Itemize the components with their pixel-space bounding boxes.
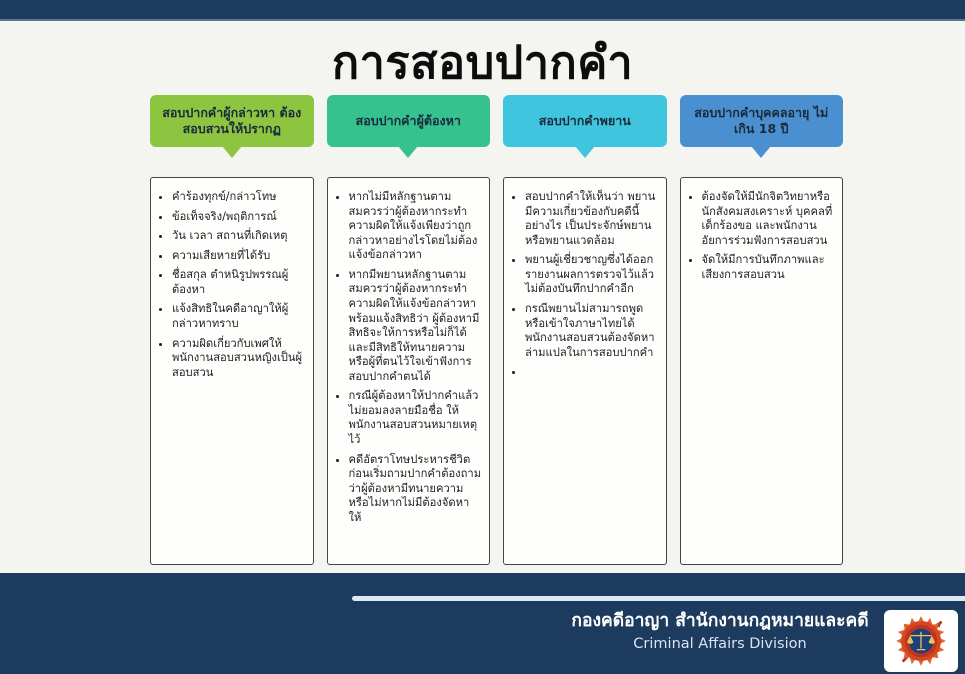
columns-container (150, 95, 843, 565)
bullet-list (333, 190, 483, 525)
info-column (680, 95, 844, 565)
list-item: • คดีอัตราโทษประหารชีวิต ก่อนเริ่มถามปากคำต้องถามว่าผู้ต้องหามีทนายความหรือไม่หากไม่มีต้องจัดหาให้ (349, 453, 483, 526)
scales-of-justice-icon (894, 614, 948, 668)
list-item: • หากไม่มีหลักฐานตามสมควรว่าผู้ต้องหากระทำความผิดให้แจ้งเพียงว่าถูกกล่าวหาอย่างไรโดยไม่ต้องแจ้งข้อกล่าวหา (349, 190, 483, 263)
list-item: • กรณีพยานไม่สามารถพูดหรือเข้าใจภาษาไทยได้ พนักงานสอบสวนต้องจัดหาล่ามแปลในการสอบปากคำ (525, 302, 659, 360)
divider-line (352, 596, 965, 601)
list-item: • พยานผู้เชี่ยวชาญซึ่งได้ออกรายงานผลการตรวจไว้แล้ว ไม่ต้องบันทึกปากคำอีก (525, 253, 659, 297)
column-body-box (680, 177, 844, 565)
column-header-label: สอบปากคำผู้ต้องหา (355, 112, 461, 128)
column-header-label: สอบปากคำบุคคลอายุ ไม่เกิน 18 ปี (694, 104, 829, 136)
list-item: • คำร้องทุกข์/กล่าวโทษ (172, 190, 306, 205)
top-bar (0, 0, 965, 21)
info-column (327, 95, 491, 565)
list-item: • ต้องจัดให้มีนักจิตวิทยาหรือนักสังคมสงเคราะห์ บุคคลที่เด็กร้องขอ และพนักงานอัยการร่วมฟังการสอบสวน (702, 190, 836, 248)
column-header (680, 95, 844, 147)
page-title: การสอบปากคำ (331, 36, 634, 89)
column-body-box (327, 177, 491, 565)
footer-text (560, 611, 880, 653)
bullet-list (156, 190, 306, 380)
bullet-list (509, 190, 659, 380)
list-item: • กรณีผู้ต้องหาให้ปากคำแล้วไม่ยอมลงลายมือชื่อ ให้พนักงานสอบสวนหมายเหตุไว้ (349, 389, 483, 447)
bullet-list (686, 190, 836, 282)
column-header-label: สอบปากคำผู้กล่าวหา ต้องสอบสวนให้ปรากฏ (162, 104, 302, 136)
org-name-english: Criminal Affairs Division (633, 635, 807, 652)
column-header (503, 95, 667, 147)
list-item: • วัน เวลา สถานที่เกิดเหตุ (172, 229, 306, 244)
column-header (327, 95, 491, 147)
list-item: • ชื่อสกุล ตำหนิรูปพรรณผู้ต้องหา (172, 268, 306, 297)
footer (0, 573, 965, 674)
list-item: • ข้อเท็จจริง/พฤติการณ์ (172, 210, 306, 225)
list-item: • แจ้งสิทธิในคดีอาญาให้ผู้กล่าวหาทราบ (172, 302, 306, 331)
division-seal-logo (884, 610, 958, 672)
list-item: • จัดให้มีการบันทึกภาพและเสียงการสอบสวน (702, 253, 836, 282)
info-column (150, 95, 314, 565)
column-header-label: สอบปากคำพยาน (538, 112, 631, 128)
list-item: • หากมีพยานหลักฐานตามสมควรว่าผู้ต้องหากระทำความผิดให้แจ้งข้อกล่าวหาพร้อมแจ้งสิทธิว่า ผู้ต้องหามีสิทธิจะให้การหรือไม่ก็ได้ และมีสิทธิให้ทนายความหรือผู้ที่ตนไว้ใจเข้าฟังการสอบปากคำตนได้ (349, 268, 483, 385)
list-item: • ความเสียหายที่ได้รับ (172, 249, 306, 264)
column-header (150, 95, 314, 147)
list-item: • ความผิดเกี่ยวกับเพศให้พนักงานสอบสวนหญิงเป็นผู้สอบสวน (172, 337, 306, 381)
list-item (525, 365, 659, 380)
column-body-box (150, 177, 314, 565)
org-name-thai: กองคดีอาญา สำนักงานกฎหมายและคดี (571, 611, 869, 631)
column-body-box (503, 177, 667, 565)
info-column (503, 95, 667, 565)
list-item: • สอบปากคำให้เห็นว่า พยานมีความเกี่ยวข้องกับคดีนี้อย่างไร เป็นประจักษ์พยานหรือพยานแวดล้อม (525, 190, 659, 248)
